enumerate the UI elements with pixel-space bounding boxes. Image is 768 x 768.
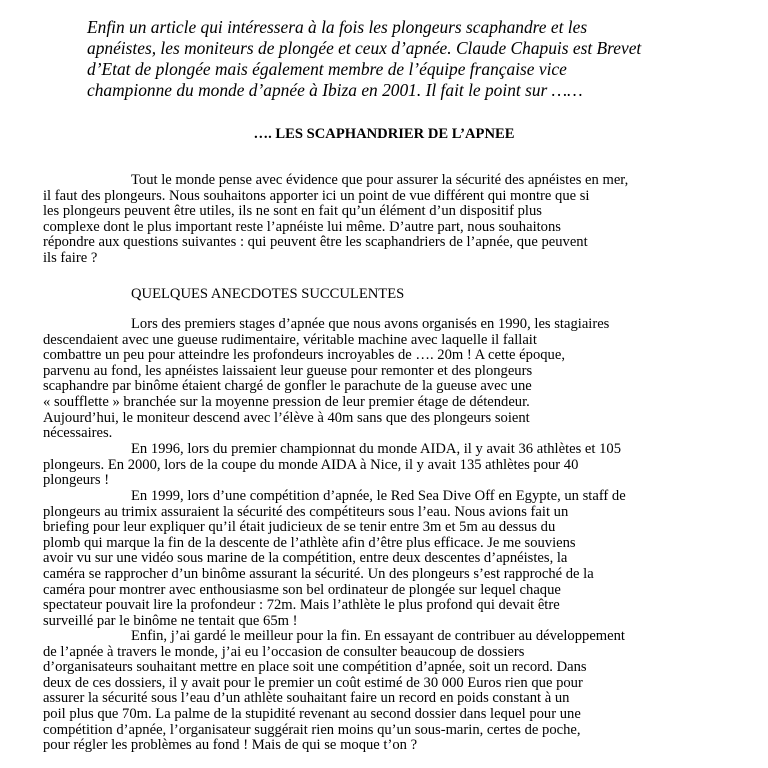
text-line: plongeurs. En 2000, lors de la coupe du monde AIDA à Nice, il y avait 135 athlètes pour 40 [43,456,579,473]
text-line: Tout le monde pense avec évidence que pour assurer la sécurité des apnéistes en mer, [131,172,629,188]
paragraph-intro-body [43,172,687,267]
text-line: descendaient avec une gueuse rudimentaire, véritable machine avec laquelle il fallait [43,331,537,348]
text-line: plomb qui marque la fin de la descente de l’athlète afin d’être plus efficace. Je me souviens [43,534,576,551]
intro-line: Enfin un article qui intéressera à la fois les plongeurs scaphandre et les [87,17,588,37]
text-line: les plongeurs peuvent être utiles, ils ne sont en fait qu’un élément d’un dispositif plus [43,203,542,220]
text-line: assurer la sécurité sous l’eau d’un athlète souhaitant faire un record en poids constant à un [43,690,570,707]
text-line: il faut des plongeurs. Nous souhaitons apporter ici un point de vue différent qui montre que si [43,187,590,204]
section-heading: QUELQUES ANECDOTES SUCCULENTES [131,286,405,302]
paragraph-1999 [43,488,687,629]
text-line: Aujourd’hui, le moniteur descend avec l’élève à 40m sans que des plongeurs soient [43,409,530,426]
text-line: poil plus que 70m. La palme de la stupidité revenant au second dossier dans lequel pour une [43,705,581,722]
text-line: répondre aux questions suivantes : qui peuvent être les scaphandriers de l’apnée, que peuvent [43,234,588,251]
text-line: de l’apnée à travers le monde, j’ai eu l’occasion de consulter beaucoup de dossiers [43,643,525,660]
text-line: combattre un peu pour atteindre les profondeurs incroyables de …. 20m ! A cette époque, [43,347,565,364]
text-line: En 1996, lors du premier championnat du monde AIDA, il y avait 36 athlètes et 105 [131,441,622,457]
text-line: Enfin, j’ai gardé le meilleur pour la fin. En essayant de contribuer au développement [131,628,625,644]
text-line: Lors des premiers stages d’apnée que nous avons organisés en 1990, les stagiaires [131,316,610,332]
text-line: ils faire ? [43,249,98,266]
article-title: …. LES SCAPHANDRIER DE L’APNEE [253,126,515,142]
text-line: plongeurs ! [43,472,110,489]
intro-paragraph [87,17,687,101]
intro-line: apnéistes, les moniteurs de plongée et ceux d’apnée. Claude Chapuis est Brevet [87,38,642,58]
paragraph-conclusion [43,628,687,754]
text-line: « soufflette » branchée sur la moyenne pression de leur premier étage de détendeur. [43,393,530,410]
text-line: plongeurs au trimix assuraient la sécurité des compétiteurs sous l’eau. Nous avions fait un [43,503,569,520]
text-line: deux de ces dossiers, il y avait pour le premier un coût estimé de 30 000 Euros rien que pour [43,674,583,691]
intro-line: championne du monde d’apnée à Ibiza en 2001. Il fait le point sur …… [87,80,583,100]
text-line: caméra se rapprocher d’un binôme assurant la sécurité. Un des plongeurs s’est rapproché de la [43,565,594,582]
paragraph-1990 [43,316,687,442]
paragraph-1996 [43,441,687,489]
text-line: surveillé par le binôme ne tentait que 65m ! [43,612,298,629]
text-line: spectateur pouvait lire la profondeur : 72m. Mais l’athlète le plus profond qui devait être [43,597,560,614]
text-line: d’organisateurs souhaitant mettre en place soit une compétition d’apnée, soit un record. Dans [43,659,587,676]
text-line: briefing pour leur expliquer qu’il était judicieux de se tenir entre 3m et 5m au dessus du [43,519,556,536]
text-line: scaphandre par binôme étaient chargé de gonfler le parachute de la gueuse avec une [43,378,532,395]
text-line: compétition d’apnée, l’organisateur suggérait rien moins qu’un sous-marin, certes de poche, [43,721,581,738]
text-line: avoir vu sur une vidéo sous marine de la compétition, entre deux descentes d’apnéistes, la [43,550,568,567]
text-line: pour régler les problèmes au fond ! Mais de qui se moque t’on ? [43,737,418,754]
text-line: En 1999, lors d’une compétition d’apnée, le Red Sea Dive Off en Egypte, un staff de [131,488,626,504]
text-line: caméra pour montrer avec enthousiasme son bel ordinateur de plongée sur lequel chaque [43,581,561,598]
text-line: nécessaires. [43,425,113,442]
text-line: parvenu au fond, les apnéistes laissaient leur gueuse pour remonter et des plongeurs [43,362,533,379]
text-line: complexe dont le plus important reste l’apnéiste lui même. D’autre part, nous souhaitons [43,218,561,235]
intro-line: d’Etat de plongée mais également membre de l’équipe française vice [87,59,567,79]
